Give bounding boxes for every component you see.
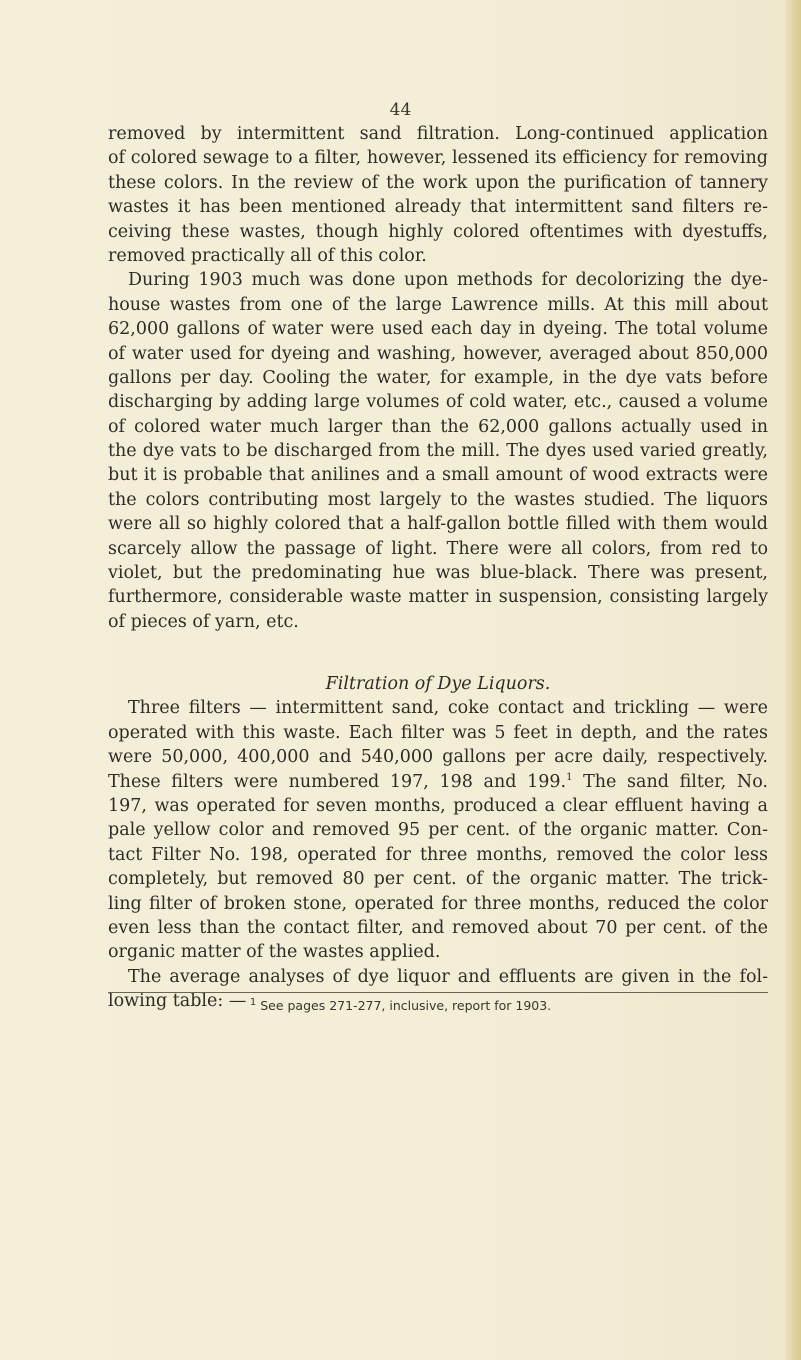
text-line: ceiving these wastes, though highly colored oftentimes with dyestuffs,: [108, 221, 768, 242]
text-line: even less than the contact filter, and removed about 70 per cent. of the: [108, 917, 768, 938]
text-line: of colored sewage to a filter, however, lessened its efficiency for removing: [108, 148, 768, 169]
text-line: of pieces of yarn, etc.: [108, 611, 299, 632]
text-line: lowing table: —: [108, 991, 247, 1012]
text-line: 62,000 gallons of water were used each day in dyeing. The total volume: [108, 319, 768, 340]
text-line: but it is probable that anilines and a small amount of wood extracts were: [108, 465, 768, 486]
text-line: During 1903 much was done upon methods for decolorizing the dye-: [128, 270, 768, 291]
text-line: the dye vats to be discharged from the mill. The dyes used varied greatly,: [108, 441, 768, 462]
text-line: operated with this waste. Each filter was 5 feet in depth, and the rates: [108, 722, 768, 743]
text-line: were all so highly colored that a half-gallon bottle filled with them would: [108, 514, 768, 535]
text-line: furthermore, considerable waste matter in suspension, consisting largely: [108, 587, 768, 608]
text-line: ling filter of broken stone, operated for three months, reduced the color: [108, 893, 768, 914]
text-segment: These filters were numbered 197, 198 and 199.: [108, 771, 567, 792]
page-edge: [785, 0, 801, 1360]
text-line: the colors contributing most largely to the wastes studied. The liquors: [108, 489, 768, 510]
text-line: house wastes from one of the large Lawrence mills. At this mill about: [108, 294, 768, 315]
text-line: scarcely allow the passage of light. There were all colors, from red to: [108, 538, 768, 559]
text-line: wastes it has been mentioned already that intermittent sand filters re-: [108, 197, 768, 218]
text-line: organic matter of the wastes applied.: [108, 942, 441, 963]
text-line: removed by intermittent sand filtration. Long-continued application: [108, 124, 768, 144]
text-line: of colored water much larger than the 62,000 gallons actually used in: [108, 416, 768, 437]
text-line: pale yellow color and removed 95 per cent. of the organic matter. Con-: [108, 820, 768, 841]
body-text-upper: [108, 122, 768, 634]
section-heading: Filtration of Dye Liquors.: [325, 674, 551, 694]
page-number: 44: [389, 100, 412, 120]
text-line: Three filters — intermittent sand, coke contact and trickling — were: [128, 698, 768, 719]
text-line: gallons per day. Cooling the water, for example, in the dye vats before: [108, 367, 768, 388]
text-line: 197, was operated for seven months, produced a clear effluent having a: [108, 795, 768, 816]
text-line-with-footnote: [108, 770, 768, 794]
text-line: completely, but removed 80 per cent. of the organic matter. The trick-: [108, 869, 768, 890]
text-line: violet, but the predominating hue was blue-black. There was present,: [108, 563, 768, 584]
footnote-rule: [108, 992, 768, 993]
text-line: removed practically all of this color.: [108, 245, 427, 266]
text-line: were 50,000, 400,000 and 540,000 gallons per acre daily, respectively.: [108, 747, 768, 768]
text-segment: The sand filter, No.: [572, 771, 768, 792]
text-line: The average analyses of dye liquor and effluents are given in the fol-: [128, 966, 768, 987]
text-line: of water used for dyeing and washing, however, averaged about 850,000: [108, 343, 768, 364]
body-text-lower: [108, 672, 768, 1013]
footnote-marker: 1: [566, 771, 573, 783]
footnote-text: See pages 271-277, inclusive, report for 1903.: [260, 998, 552, 1013]
footnote: [0, 998, 801, 1013]
text-line: tact Filter No. 198, operated for three months, removed the color less: [108, 844, 768, 865]
text-line: discharging by adding large volumes of cold water, etc., caused a volume: [108, 392, 768, 413]
footnote-marker: 1: [249, 996, 257, 1008]
text-line: these colors. In the review of the work upon the purification of tannery: [108, 172, 768, 193]
